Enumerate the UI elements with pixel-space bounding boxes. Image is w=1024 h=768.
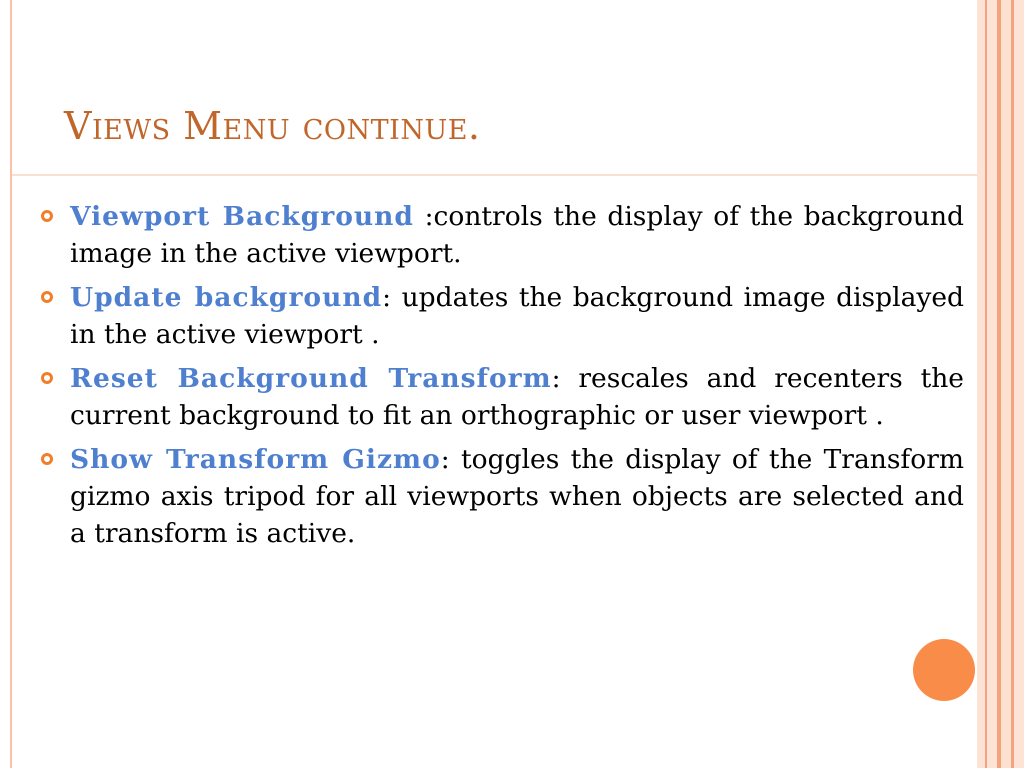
bullet-ring-icon	[41, 291, 53, 303]
title-divider	[12, 174, 977, 176]
bullet-term: Viewport Background	[70, 201, 414, 232]
bullet-list	[38, 198, 964, 559]
right-decor-stripe	[1001, 0, 1011, 768]
bullet-text: :controls the display of the background image in the active viewport.	[70, 201, 964, 269]
bullet-item	[38, 441, 964, 552]
right-decor-stripe	[1014, 0, 1024, 768]
bullet-term: Update background	[70, 282, 383, 313]
right-decor-stripe	[987, 0, 997, 768]
bullet-item	[38, 198, 964, 272]
bullet-text: : toggles the display of the Transform gizmo axis tripod for all viewports when objects are selected and a transform is active.	[70, 444, 964, 549]
left-frame-line	[10, 0, 12, 768]
bullet-item	[38, 360, 964, 434]
slide-title: Views Menu continue.	[64, 104, 481, 148]
bullet-term: Reset Background Transform	[70, 363, 552, 394]
bullet-item	[38, 279, 964, 353]
decorative-circle	[913, 639, 975, 701]
right-decor-stripe	[977, 0, 985, 768]
bullet-ring-icon	[41, 453, 53, 465]
bullet-ring-icon	[41, 210, 53, 222]
bullet-term: Show Transform Gizmo	[70, 444, 441, 475]
bullet-text: : updates the background image displayed in the active viewport .	[70, 282, 964, 350]
bullet-ring-icon	[41, 372, 53, 384]
bullet-text: : rescales and recenters the current background to fit an orthographic or user viewport .	[70, 363, 964, 431]
